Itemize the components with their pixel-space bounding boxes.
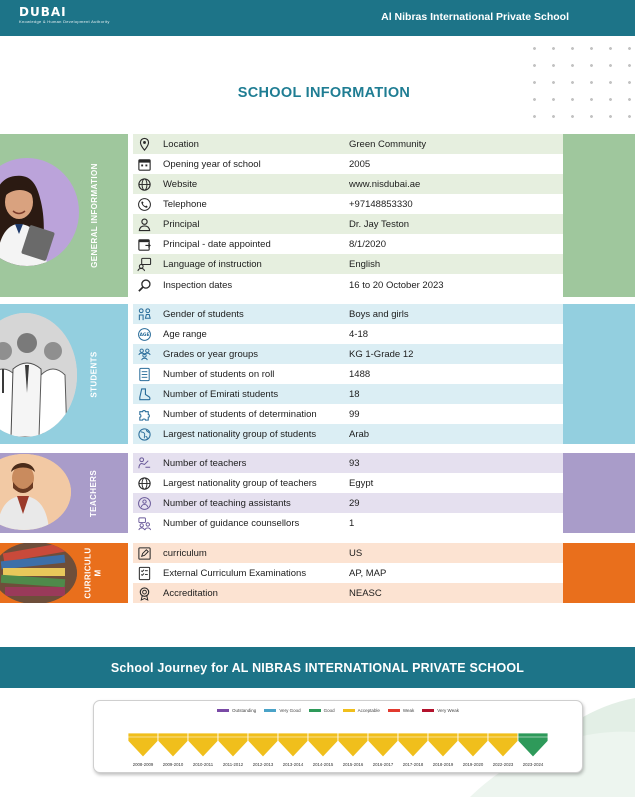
general-row-7 — [133, 254, 563, 274]
general-right-bar — [563, 134, 635, 297]
general-row-1 — [133, 134, 563, 154]
row-value: 16 to 20 October 2023 — [349, 279, 444, 291]
row-value: 93 — [349, 457, 360, 469]
teachers-right-bar — [563, 453, 635, 533]
journey-year-label: 2022-2023 — [492, 762, 514, 767]
phone-icon — [135, 195, 153, 213]
row-value: 1 — [349, 517, 355, 529]
legend-swatch — [217, 709, 229, 712]
row-label: Language of instruction — [163, 258, 262, 270]
journey-year-label: 2018-2019 — [432, 762, 454, 767]
journey-year-label: 2023-2024 — [522, 762, 544, 767]
row-label: Grades or year groups — [163, 348, 259, 360]
general-row-8 — [133, 274, 563, 296]
curriculum-row-3 — [133, 583, 563, 603]
legend-item — [309, 708, 335, 713]
teachers-side-panel — [0, 453, 128, 533]
journey-rating-marker — [158, 733, 188, 757]
row-value: 8/1/2020 — [349, 238, 386, 250]
legend-label: Good — [323, 708, 335, 713]
row-label: Inspection dates — [163, 279, 233, 291]
svg-text:AGE: AGE — [139, 332, 149, 338]
legend-item — [264, 708, 300, 713]
logo-main-text: DUBAI — [19, 5, 67, 19]
row-value: 1488 — [349, 368, 371, 380]
row-label: External Curriculum Examinations — [163, 567, 307, 579]
row-label: Website — [163, 178, 198, 190]
legend-swatch — [388, 709, 400, 712]
row-label: Gender of students — [163, 308, 244, 320]
legend-label: Outstanding — [232, 708, 257, 713]
row-label: Opening year of school — [163, 158, 261, 170]
journey-rating-marker — [248, 733, 278, 757]
journey-rating-marker — [368, 733, 398, 757]
group-icon — [135, 345, 153, 363]
teachers-row-1 — [133, 453, 563, 473]
curriculum-label — [84, 547, 104, 598]
teacher-icon — [135, 454, 153, 472]
student-girl-photo — [0, 158, 79, 266]
journey-rating-marker — [278, 733, 308, 757]
legend-swatch — [309, 709, 321, 712]
row-value: 29 — [349, 497, 360, 509]
curriculum-row-1 — [133, 543, 563, 563]
general-information-label: GENERAL INFORMATION — [89, 163, 99, 268]
journey-year-label: 2011-2012 — [222, 762, 244, 767]
journey-rating-marker — [218, 733, 248, 757]
puzzle-icon — [135, 405, 153, 423]
students-row-1 — [133, 304, 563, 324]
legend-item — [422, 708, 459, 713]
journey-track — [128, 729, 548, 759]
journey-year-label: 2010-2011 — [192, 762, 214, 767]
curriculum-label-line1: CURRICULU — [84, 547, 93, 599]
journey-years — [128, 762, 548, 767]
general-row-2 — [133, 154, 563, 174]
row-value: Dr. Jay Teston — [349, 218, 410, 230]
journey-rating-marker — [458, 733, 488, 757]
teachers-row-3 — [133, 493, 563, 513]
row-label: Accreditation — [163, 587, 218, 599]
assistant-icon — [135, 494, 153, 512]
journey-year-label: 2017-2018 — [402, 762, 424, 767]
students-group-photo — [0, 313, 77, 437]
row-label: Number of Emirati students — [163, 388, 279, 400]
row-label: Number of teaching assistants — [163, 497, 291, 509]
pencil-icon — [135, 544, 153, 562]
general-row-6 — [133, 234, 563, 254]
general-information-table — [133, 134, 563, 296]
legend-swatch — [343, 709, 355, 712]
row-value: US — [349, 547, 363, 559]
legend-label: Very Weak — [437, 708, 459, 713]
curriculum-table — [133, 543, 563, 603]
dubai-logo — [19, 6, 110, 24]
row-label: Location — [163, 138, 199, 150]
calendar-arrow-icon — [135, 235, 153, 253]
curriculum-label-line2: M — [94, 569, 103, 577]
teachers-row-4 — [133, 513, 563, 533]
students-section — [0, 304, 635, 444]
row-value: AP, MAP — [349, 567, 387, 579]
curriculum-section — [0, 543, 635, 603]
legend-item — [217, 708, 256, 713]
journey-rating-marker — [308, 733, 338, 757]
legend-swatch — [422, 709, 434, 712]
row-label: Number of guidance counsellors — [163, 517, 300, 529]
row-value: www.nisdubai.ae — [349, 178, 421, 190]
students-row-7 — [133, 424, 563, 444]
legend-label: Weak — [402, 708, 415, 713]
journey-year-label: 2019-2020 — [462, 762, 484, 767]
list-icon — [135, 365, 153, 383]
students-row-2 — [133, 324, 563, 344]
curriculum-row-2 — [133, 563, 563, 583]
students-row-3 — [133, 344, 563, 364]
teachers-table — [133, 453, 563, 533]
row-label: Principal - date appointed — [163, 238, 271, 250]
row-label: Number of students on roll — [163, 368, 275, 380]
journey-rating-marker — [128, 733, 158, 757]
globe-people-icon — [135, 425, 153, 443]
row-label: Largest nationality group of teachers — [163, 477, 317, 489]
journey-year-label: 2015-2016 — [342, 762, 364, 767]
row-value: 99 — [349, 408, 360, 420]
journey-svg — [128, 729, 548, 759]
general-information-section — [0, 134, 635, 297]
gender-icon — [135, 305, 153, 323]
row-label: Number of students of determination — [163, 408, 317, 420]
calendar-icon — [135, 155, 153, 173]
school-journey-title: School Journey for AL NIBRAS INTERNATIONAL PRIVATE SCHOOL — [110, 660, 525, 675]
journey-year-label: 2014-2015 — [312, 762, 334, 767]
row-value: +97148853330 — [349, 198, 413, 210]
journey-rating-marker — [398, 733, 428, 757]
curriculum-side-panel — [0, 543, 128, 603]
row-value: Boys and girls — [349, 308, 409, 320]
counsellor-icon — [135, 514, 153, 532]
location-pin-icon — [135, 135, 153, 153]
students-right-bar — [563, 304, 635, 444]
curriculum-right-bar — [563, 543, 635, 603]
journey-rating-marker — [428, 733, 458, 757]
students-side-panel — [0, 304, 128, 444]
globe-icon — [135, 175, 153, 193]
row-value: Green Community — [349, 138, 427, 150]
logo-sub-text: Knowledge & Human Development Authority — [19, 19, 110, 24]
header-school-name: Al Nibras International Private School — [381, 11, 569, 23]
general-row-4 — [133, 194, 563, 214]
journey-rating-marker — [488, 733, 518, 757]
students-table — [133, 304, 563, 444]
legend-item — [388, 708, 414, 713]
journey-year-label: 2012-2013 — [252, 762, 274, 767]
school-journey-chart — [93, 700, 583, 773]
teachers-row-2 — [133, 473, 563, 493]
legend-swatch — [264, 709, 276, 712]
checklist-icon — [135, 564, 153, 582]
row-label: Number of teachers — [163, 457, 247, 469]
medal-icon — [135, 584, 153, 602]
journey-year-label: 2016-2017 — [372, 762, 394, 767]
row-value: 2005 — [349, 158, 371, 170]
speech-bubble-icon — [135, 255, 153, 273]
journey-year-label: 2008-2009 — [132, 762, 154, 767]
globe-icon — [135, 474, 153, 492]
students-row-4 — [133, 364, 563, 384]
books-photo — [0, 543, 77, 603]
row-label: Principal — [163, 218, 200, 230]
row-value: 4-18 — [349, 328, 369, 340]
journey-legend — [94, 708, 582, 713]
row-value: NEASC — [349, 587, 382, 599]
age-icon — [135, 325, 153, 343]
journey-rating-marker — [188, 733, 218, 757]
top-header-bar — [0, 0, 635, 36]
page-title: SCHOOL INFORMATION — [237, 85, 411, 101]
students-row-5 — [133, 384, 563, 404]
general-row-5 — [133, 214, 563, 234]
legend-label: Acceptable — [357, 708, 380, 713]
general-row-3 — [133, 174, 563, 194]
journey-year-label: 2013-2014 — [282, 762, 304, 767]
teachers-label: TEACHERS — [89, 469, 99, 517]
row-label: Age range — [163, 328, 207, 340]
legend-item — [343, 708, 380, 713]
person-icon — [135, 215, 153, 233]
row-label: Largest nationality group of students — [163, 428, 317, 440]
row-label: curriculum — [163, 547, 207, 559]
students-row-6 — [133, 404, 563, 424]
school-journey-banner — [0, 647, 635, 688]
row-value: KG 1-Grade 12 — [349, 348, 414, 360]
row-value: 18 — [349, 388, 360, 400]
row-value: Arab — [349, 428, 370, 440]
row-value: English — [349, 258, 381, 270]
boot-icon — [135, 385, 153, 403]
students-label: STUDENTS — [89, 350, 99, 398]
row-label: Telephone — [163, 198, 207, 210]
general-side-panel — [0, 134, 128, 297]
teachers-section — [0, 453, 635, 533]
journey-year-label: 2009-2010 — [162, 762, 184, 767]
row-value: Egypt — [349, 477, 374, 489]
legend-label: Very Good — [279, 708, 301, 713]
magnifier-icon — [135, 276, 153, 294]
journey-rating-marker — [518, 733, 548, 757]
teacher-photo — [0, 454, 71, 530]
journey-rating-marker — [338, 733, 368, 757]
